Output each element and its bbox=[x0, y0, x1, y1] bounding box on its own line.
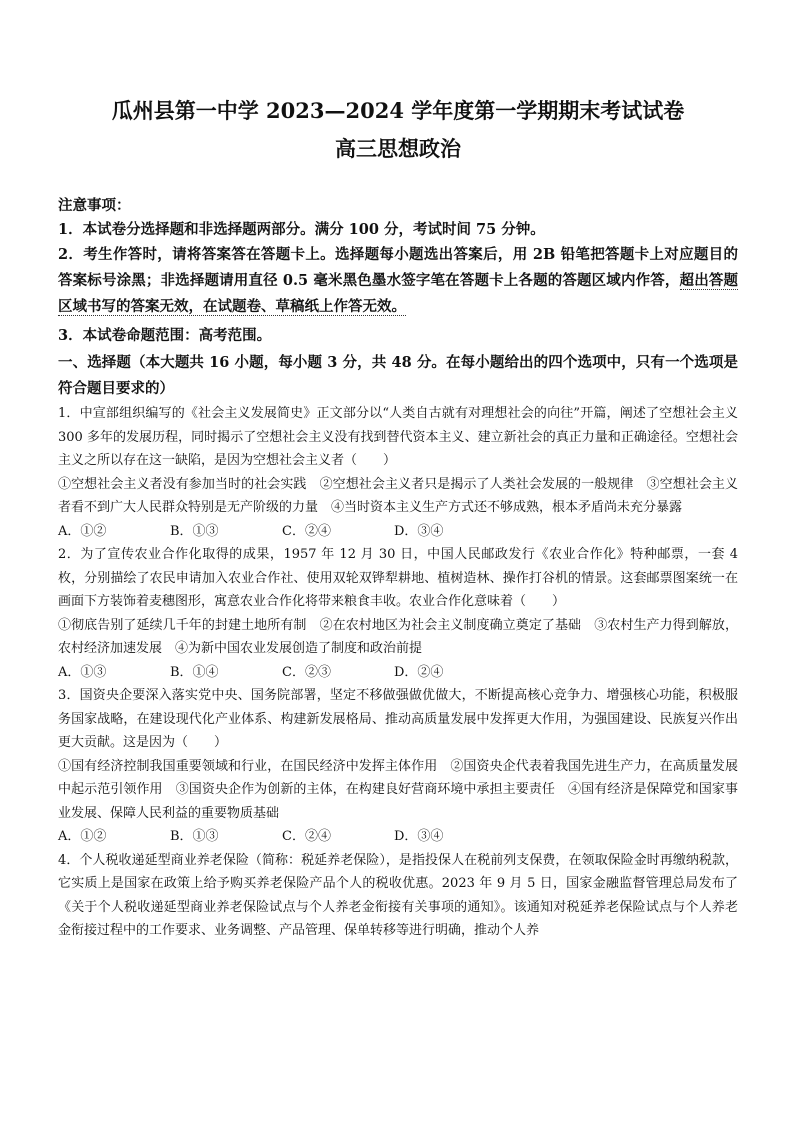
choice-b: B．①③ bbox=[170, 523, 219, 539]
question-3 bbox=[58, 684, 738, 849]
answer-choices bbox=[58, 520, 738, 544]
section-heading: 一、选择题（本大题共 16 小题，每小题 3 分，共 48 分。在每小题给出的四个选项中，只有一个选项是符合题目要求的） bbox=[58, 354, 738, 397]
question-1 bbox=[58, 402, 738, 543]
question-2 bbox=[58, 543, 738, 684]
choice-d: D．③④ bbox=[394, 523, 444, 539]
question-stem: 3．国资央企要深入落实党中央、国务院部署，坚定不移做强做优做大，不断提高核心竞争力、增强核心功能，积极服务国家战略，在建设现代化产业体系、构建新发展格局、推动高质量发展中发挥更大作用，为强国建设、民族复兴作出更大贡献。这是因为（ ） bbox=[58, 688, 738, 750]
choice-b: B．①④ bbox=[170, 664, 219, 680]
notes-item-3: 3．本试卷命题范围：高考范围。 bbox=[58, 327, 272, 344]
choice-a: A．①③ bbox=[58, 664, 107, 680]
choice-b: B．①③ bbox=[170, 829, 219, 844]
question-4 bbox=[58, 849, 738, 943]
choice-c: C．②④ bbox=[282, 523, 331, 539]
question-statements: ①空想社会主义者没有参加当时的社会实践 ②空想社会主义者只是揭示了人类社会发展的一般规律 ③空想社会主义者看不到广大人民群众特别是无产阶级的力量 ④当时资本主义生产方式还不够成熟，根本矛盾尚未充分暴露 bbox=[58, 476, 738, 515]
choice-d: D．③④ bbox=[394, 829, 444, 844]
notes-section bbox=[58, 194, 738, 348]
notes-item-2-text: 2．考生作答时，请将答案答在答题卡上。选择题每小题选出答案后，用 2B 铅笔把答题卡上对应题目的答案标号涂黑；非选择题请用直径 0.5 毫米黑色墨水签字笔在答题卡上各题的答题区域内作答， bbox=[58, 246, 738, 289]
choice-a: A．①② bbox=[58, 829, 107, 844]
choice-d: D．②④ bbox=[394, 664, 444, 680]
question-statements: ①彻底告别了延续几千年的封建土地所有制 ②在农村地区为社会主义制度确立奠定了基础 ③农村生产力得到解放，农村经济加速发展 ④为新中国农业发展创造了制度和政治前提 bbox=[58, 617, 738, 656]
answer-choices bbox=[58, 661, 738, 685]
question-statements: ①国有经济控制我国重要领域和行业，在国民经济中发挥主体作用 ②国资央企代表着我国先进生产力，在高质量发展中起示范引领作用 ③国资央企作为创新的主体，在构建良好营商环境中承担主要责任 ④国有经济是保障党和国家事业发展、保障人民利益的重要物质基础 bbox=[58, 758, 738, 821]
choice-c: C．②④ bbox=[282, 829, 331, 844]
choice-a: A．①② bbox=[58, 523, 107, 539]
notes-item-2-emphasis: 超出答题区域书写的答案无效，在试题卷、草稿纸上作答无效。 bbox=[58, 272, 738, 315]
question-stem: 4．个人税收递延型商业养老保险（简称：税延养老保险），是指投保人在税前列支保费，在领取保险金时再缴纳税款，它实质上是国家在政策上给予购买养老保险产品个人的税收优惠。2023 年 9 月 5 日，国家金融监督管理总局发布了《关于个人税收递延型商业养老保险试点与个人养老金衔接有关事项的通知》。该通知对税延养老保险试点与个人养老金衔接过程中的工作要求、业务调整、产品管理、保单转移等进行明确，推动个人养 bbox=[58, 852, 738, 938]
notes-item-2 bbox=[58, 242, 738, 320]
choice-c: C．②③ bbox=[282, 664, 331, 680]
question-stem: 2．为了宣传农业合作化取得的成果，1957 年 12 月 30 日，中国人民邮政发行《农业合作化》特种邮票，一套 4 枚，分别描绘了农民申请加入农业合作社、使用双轮双铧犁耕地、植树造林、操作打谷机的情景。这套邮票图案统一在画面下方装饰着麦穗图形，寓意农业合作化将带来粮食丰收。农业合作化意味着（ ） bbox=[58, 547, 738, 609]
question-stem: 1．中宣部组织编写的《社会主义发展简史》正文部分以“人类自古就有对理想社会的向往”开篇，阐述了空想社会主义 300 多年的发展历程，同时揭示了空想社会主义没有找到替代资本主义、建立新社会的真正力量和正确途径。空想社会主义之所以存在这一缺陷，是因为空想社会主义者（ ） bbox=[58, 406, 738, 468]
exam-title: 瓜州县第一中学 2023—2024 学年度第一学期期末考试试卷 bbox=[111, 98, 685, 123]
exam-subject: 高三思想政治 bbox=[335, 136, 461, 161]
notes-heading: 注意事项： bbox=[58, 197, 131, 214]
answer-choices bbox=[58, 825, 738, 849]
notes-item-1: 1．本试卷分选择题和非选择题两部分。满分 100 分，考试时间 75 分钟。 bbox=[58, 221, 545, 238]
